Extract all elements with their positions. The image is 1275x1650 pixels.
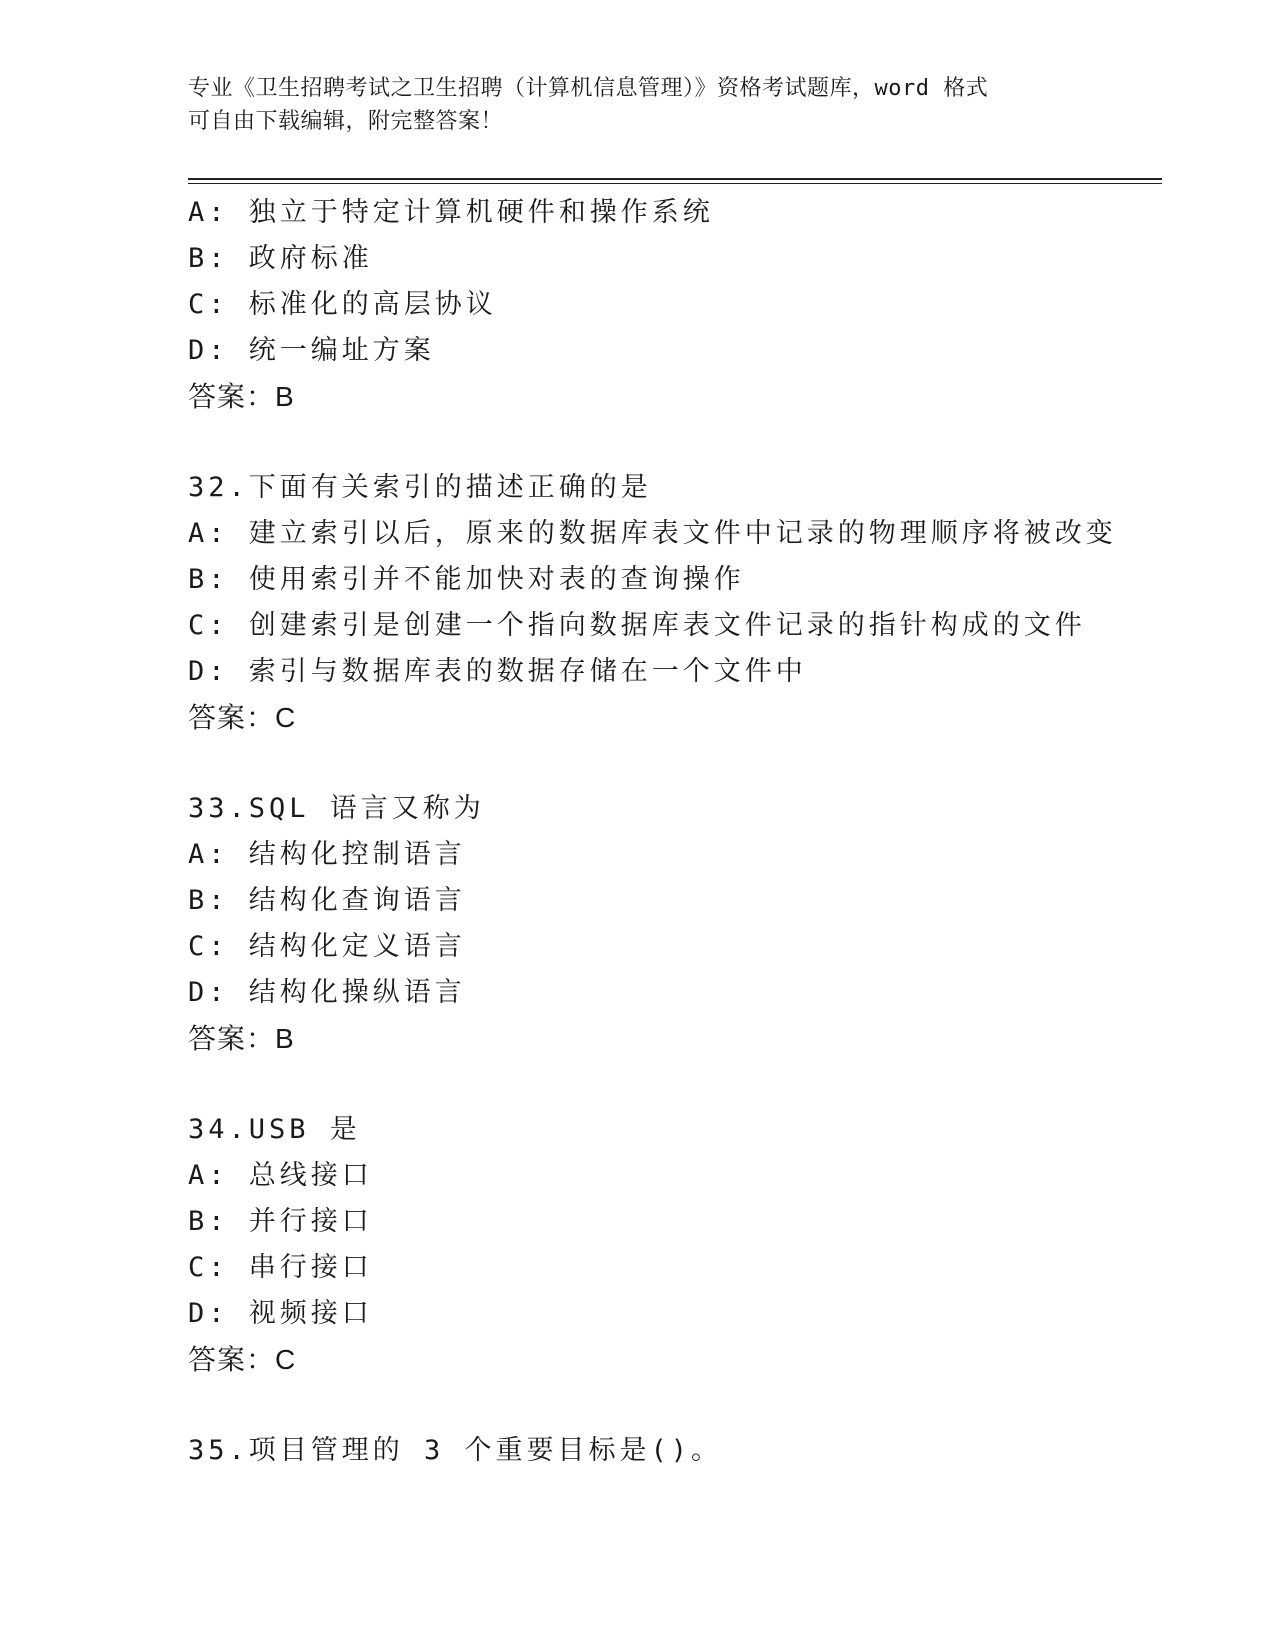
question-stem: 34.USB 是 [188,1114,361,1145]
option-c: C: 结构化定义语言 [188,931,466,962]
question-list [188,190,1148,1474]
answer-line: 答案：B [188,1023,295,1054]
option-c: C: 创建索引是创建一个指向数据库表文件记录的指针构成的文件 [188,610,1086,641]
option-d: D: 结构化操纵语言 [188,977,466,1008]
option-a: A: 结构化控制语言 [188,839,466,870]
option-b: B: 结构化查询语言 [188,885,466,916]
option-b: B: 并行接口 [188,1206,373,1237]
question-stem: 33.SQL 语言又称为 [188,793,485,824]
option-c: C: 标准化的高层协议 [188,289,497,320]
header-line-2: 可自由下载编辑，附完整答案！ [188,109,504,134]
answer-line: 答案：C [188,702,297,733]
previous-question-block [188,190,1148,420]
question-33 [188,786,1148,1062]
document-header [188,72,1088,138]
option-a: A: 建立索引以后，原来的数据库表文件中记录的物理顺序将被改变 [188,518,1117,549]
option-a: A: 总线接口 [188,1160,373,1191]
option-c: C: 串行接口 [188,1252,373,1283]
question-35 [188,1428,1148,1474]
option-d: D: 视频接口 [188,1298,373,1329]
option-d: D: 统一编址方案 [188,335,435,366]
question-34 [188,1107,1148,1383]
option-d: D: 索引与数据库表的数据存储在一个文件中 [188,656,807,687]
header-divider-thin [188,183,1162,184]
header-divider-thick [188,178,1162,180]
answer-line: 答案：B [188,381,295,412]
question-32 [188,465,1148,741]
question-stem: 32.下面有关索引的描述正确的是 [188,472,652,503]
question-stem: 35.项目管理的 3 个重要目标是()。 [188,1435,723,1466]
header-line-1: 专业《卫生招聘考试之卫生招聘（计算机信息管理）》资格考试题库，word 格式 [188,76,989,101]
option-b: B: 政府标准 [188,243,373,274]
answer-line: 答案：C [188,1344,297,1375]
option-b: B: 使用索引并不能加快对表的查询操作 [188,564,745,595]
option-a: A: 独立于特定计算机硬件和操作系统 [188,197,714,228]
